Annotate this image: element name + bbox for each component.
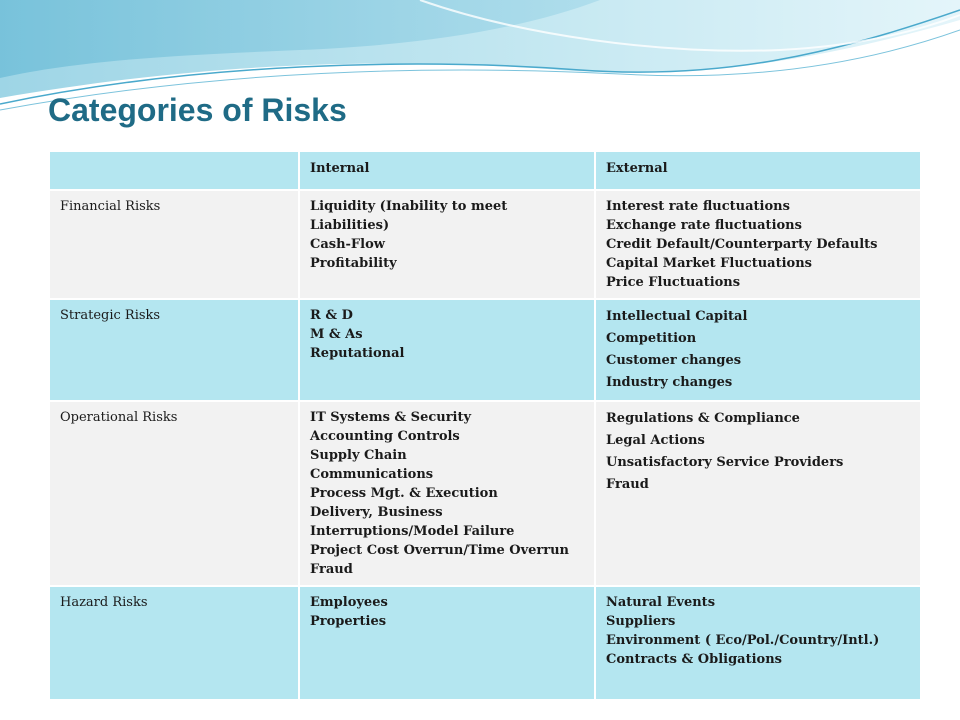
- category-cell: Operational Risks: [49, 401, 299, 586]
- list-item: Intellectual Capital: [606, 309, 748, 324]
- category-cell: Financial Risks: [49, 190, 299, 299]
- list-item: Regulations & Compliance: [606, 411, 800, 426]
- list-item: Customer changes: [606, 353, 742, 368]
- list-item: Employees: [310, 595, 388, 610]
- list-item: Project Cost Overrun/Time Overrun: [310, 543, 569, 558]
- category-cell: Strategic Risks: [49, 299, 299, 401]
- list-item: IT Systems & Security: [310, 410, 472, 425]
- table-row: [49, 190, 921, 299]
- list-item: Unsatisfactory Service Providers: [606, 455, 844, 470]
- list-item: Credit Default/Counterparty Defaults: [606, 237, 878, 252]
- list-item: R & D: [310, 308, 353, 323]
- list-item: Cash-Flow: [310, 237, 385, 252]
- list-item: Competition: [606, 331, 697, 346]
- list-item: Interruptions/Model Failure: [310, 524, 515, 539]
- list-item: Delivery, Business: [310, 505, 443, 520]
- risk-categories-table: [48, 150, 922, 701]
- list-item: Accounting Controls: [310, 429, 460, 444]
- list-item: Process Mgt. & Execution: [310, 486, 498, 501]
- external-cell: [595, 586, 921, 700]
- category-cell: Hazard Risks: [49, 586, 299, 700]
- internal-cell: [299, 586, 595, 700]
- list-item: Fraud: [310, 562, 353, 577]
- list-item: Contracts & Obligations: [606, 652, 782, 667]
- list-item: Liabilities): [310, 218, 390, 233]
- header-internal: Internal: [299, 151, 595, 190]
- list-item: M & As: [310, 327, 363, 342]
- page-title: Categories of Risks: [48, 92, 347, 128]
- list-item: Reputational: [310, 346, 405, 361]
- table-row: [49, 586, 921, 700]
- table-header-row: [49, 151, 921, 190]
- list-item: Suppliers: [606, 614, 676, 629]
- list-item: Natural Events: [606, 595, 716, 610]
- header-external: External: [595, 151, 921, 190]
- list-item: Price Fluctuations: [606, 275, 741, 290]
- external-cell: [595, 190, 921, 299]
- list-item: Properties: [310, 614, 387, 629]
- header-blank-cell: [49, 151, 299, 190]
- list-item: Communications: [310, 467, 434, 482]
- list-item: Fraud: [606, 477, 649, 492]
- external-cell: [595, 401, 921, 586]
- list-item: Liquidity (Inability to meet: [310, 199, 508, 214]
- internal-cell: [299, 401, 595, 586]
- internal-cell: [299, 190, 595, 299]
- list-item: Exchange rate fluctuations: [606, 218, 802, 233]
- list-item: Industry changes: [606, 375, 733, 390]
- list-item: Capital Market Fluctuations: [606, 256, 812, 271]
- table-row: [49, 401, 921, 586]
- list-item: Interest rate fluctuations: [606, 199, 790, 214]
- list-item: Environment ( Eco/Pol./Country/Intl.): [606, 633, 880, 648]
- table-row: [49, 299, 921, 401]
- list-item: Supply Chain: [310, 448, 407, 463]
- internal-cell: [299, 299, 595, 401]
- list-item: Legal Actions: [606, 433, 705, 448]
- external-cell: [595, 299, 921, 401]
- list-item: Profitability: [310, 256, 397, 271]
